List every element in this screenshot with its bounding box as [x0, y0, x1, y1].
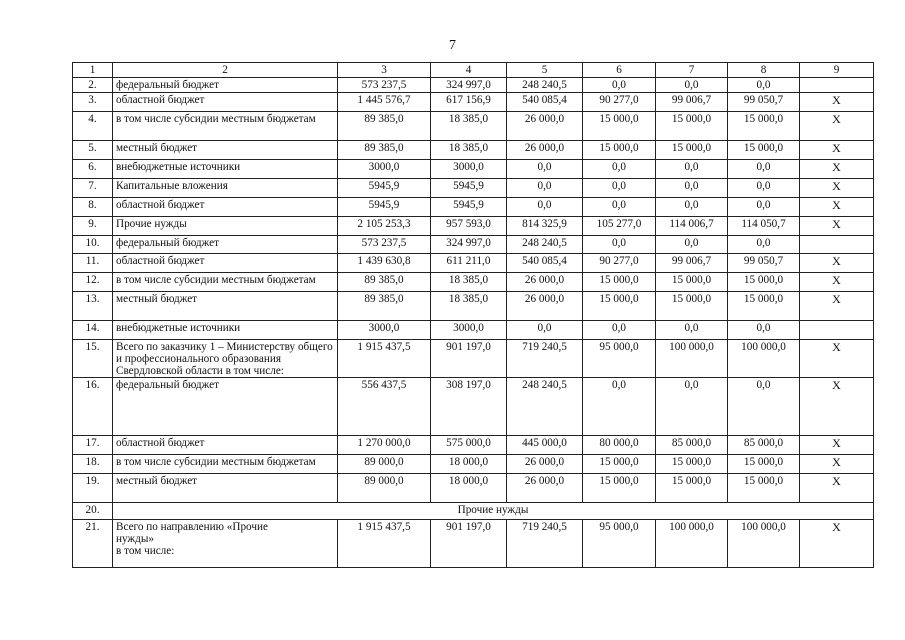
- row-name: местный бюджет: [113, 474, 338, 503]
- row-value: 114 050,7: [728, 217, 800, 236]
- row-name: областной бюджет: [113, 436, 338, 455]
- row-number: 8.: [73, 198, 113, 217]
- row-number: 16.: [73, 378, 113, 436]
- row-value: 15 000,0: [583, 455, 656, 474]
- row-value: 324 997,0: [431, 78, 507, 93]
- row-value: 99 006,7: [656, 254, 728, 273]
- row-value: 105 277,0: [583, 217, 656, 236]
- row-value: 100 000,0: [728, 520, 800, 568]
- row-value: 0,0: [583, 321, 656, 340]
- row-value: 15 000,0: [583, 112, 656, 141]
- row-value: 15 000,0: [583, 141, 656, 160]
- row-value: 617 156,9: [431, 93, 507, 112]
- row-value: 89 385,0: [338, 112, 431, 141]
- row-value: 1 915 437,5: [338, 520, 431, 568]
- row-name: Всего по заказчику 1 – Министерству общего и профессионального образования Свердловской области в том числе:: [113, 340, 338, 378]
- column-header: 6: [583, 63, 656, 78]
- row-value: 100 000,0: [728, 340, 800, 378]
- row-value: 719 240,5: [507, 520, 583, 568]
- row-value: 556 437,5: [338, 378, 431, 436]
- table-row: [73, 273, 874, 292]
- row-value: 18 385,0: [431, 112, 507, 141]
- row-number: 19.: [73, 474, 113, 503]
- row-name: областной бюджет: [113, 93, 338, 112]
- table-row: [73, 160, 874, 179]
- row-value: 0,0: [583, 78, 656, 93]
- table-row: [73, 340, 874, 378]
- row-value: 324 997,0: [431, 236, 507, 254]
- row-value: 0,0: [583, 160, 656, 179]
- row-value: 957 593,0: [431, 217, 507, 236]
- row-number: 5.: [73, 141, 113, 160]
- row-value: 0,0: [656, 78, 728, 93]
- row-number: 2.: [73, 78, 113, 93]
- table-row: [73, 93, 874, 112]
- row-value: 18 385,0: [431, 141, 507, 160]
- table-row: [73, 378, 874, 436]
- section-row: [73, 503, 874, 520]
- row-value: 15 000,0: [728, 474, 800, 503]
- row-value: 1 270 000,0: [338, 436, 431, 455]
- row-name: в том числе субсидии местным бюджетам: [113, 455, 338, 474]
- row-mark: Х: [800, 93, 874, 112]
- row-number: 14.: [73, 321, 113, 340]
- row-value: 15 000,0: [656, 474, 728, 503]
- row-value: 0,0: [728, 160, 800, 179]
- row-name-line: Всего по направлению «Прочие: [116, 521, 268, 533]
- row-value: 0,0: [507, 160, 583, 179]
- row-value: 0,0: [656, 236, 728, 254]
- row-value: 445 000,0: [507, 436, 583, 455]
- row-value: 1 915 437,5: [338, 340, 431, 378]
- row-name: федеральный бюджет: [113, 236, 338, 254]
- budget-table: [72, 62, 874, 568]
- row-mark: Х: [800, 179, 874, 198]
- column-header: 5: [507, 63, 583, 78]
- row-value: 0,0: [656, 179, 728, 198]
- row-value: 85 000,0: [656, 436, 728, 455]
- row-value: 0,0: [728, 198, 800, 217]
- row-value: 26 000,0: [507, 455, 583, 474]
- column-header: 4: [431, 63, 507, 78]
- row-number: 21.: [73, 520, 113, 568]
- row-value: 89 000,0: [338, 455, 431, 474]
- row-value: 3000,0: [431, 321, 507, 340]
- row-value: 15 000,0: [728, 455, 800, 474]
- row-name: внебюджетные источники: [113, 160, 338, 179]
- row-name-line: нужды»: [116, 533, 154, 545]
- row-value: 308 197,0: [431, 378, 507, 436]
- section-title: Прочие нужды: [113, 503, 874, 520]
- row-value: 18 000,0: [431, 455, 507, 474]
- row-value: 0,0: [507, 321, 583, 340]
- table-row: [73, 455, 874, 474]
- row-mark: Х: [800, 141, 874, 160]
- row-value: 0,0: [656, 378, 728, 436]
- table-row: [73, 321, 874, 340]
- row-number: 9.: [73, 217, 113, 236]
- row-value: 18 385,0: [431, 292, 507, 321]
- row-value: 5945,9: [338, 179, 431, 198]
- row-name: Капитальные вложения: [113, 179, 338, 198]
- row-value: 0,0: [583, 179, 656, 198]
- row-value: 26 000,0: [507, 292, 583, 321]
- table-row: [73, 198, 874, 217]
- row-mark: Х: [800, 292, 874, 321]
- row-value: 26 000,0: [507, 141, 583, 160]
- row-value: 15 000,0: [583, 273, 656, 292]
- table-row: [73, 112, 874, 141]
- row-number: 18.: [73, 455, 113, 474]
- row-name: внебюджетные источники: [113, 321, 338, 340]
- row-mark: Х: [800, 112, 874, 141]
- row-mark: Х: [800, 378, 874, 436]
- column-header: 3: [338, 63, 431, 78]
- row-number: 3.: [73, 93, 113, 112]
- row-name: Прочие нужды: [113, 217, 338, 236]
- row-value: 26 000,0: [507, 474, 583, 503]
- column-header: 1: [73, 63, 113, 78]
- row-value: 114 006,7: [656, 217, 728, 236]
- table-body: [73, 63, 874, 568]
- row-value: 15 000,0: [728, 273, 800, 292]
- row-value: 3000,0: [431, 160, 507, 179]
- row-value: 901 197,0: [431, 340, 507, 378]
- table-row: [73, 236, 874, 254]
- row-value: 540 085,4: [507, 93, 583, 112]
- row-mark: Х: [800, 436, 874, 455]
- row-value: 15 000,0: [728, 141, 800, 160]
- row-value: 0,0: [507, 179, 583, 198]
- column-header: 2: [113, 63, 338, 78]
- table-row: [73, 179, 874, 198]
- row-mark: Х: [800, 254, 874, 273]
- section-row-number: 20.: [73, 503, 113, 520]
- row-value: 5945,9: [431, 179, 507, 198]
- table-row: [73, 78, 874, 93]
- row-value: 0,0: [656, 160, 728, 179]
- row-mark: [800, 321, 874, 340]
- row-value: 248 240,5: [507, 236, 583, 254]
- row-number: 7.: [73, 179, 113, 198]
- row-value: 3000,0: [338, 160, 431, 179]
- row-value: 26 000,0: [507, 112, 583, 141]
- row-value: 80 000,0: [583, 436, 656, 455]
- row-value: 15 000,0: [656, 273, 728, 292]
- table-row: [73, 141, 874, 160]
- row-name: местный бюджет: [113, 141, 338, 160]
- row-name: в том числе субсидии местным бюджетам: [113, 112, 338, 141]
- row-value: 15 000,0: [656, 455, 728, 474]
- row-value: 0,0: [728, 236, 800, 254]
- row-value: 575 000,0: [431, 436, 507, 455]
- row-value: 0,0: [583, 236, 656, 254]
- row-value: 15 000,0: [728, 112, 800, 141]
- column-header: 7: [656, 63, 728, 78]
- row-value: 5945,9: [431, 198, 507, 217]
- row-value: 89 000,0: [338, 474, 431, 503]
- row-mark: Х: [800, 455, 874, 474]
- row-value: 85 000,0: [728, 436, 800, 455]
- table-row: [73, 474, 874, 503]
- row-number: 10.: [73, 236, 113, 254]
- row-value: 573 237,5: [338, 236, 431, 254]
- row-value: 89 385,0: [338, 273, 431, 292]
- row-name: федеральный бюджет: [113, 378, 338, 436]
- row-value: 573 237,5: [338, 78, 431, 93]
- row-value: 15 000,0: [583, 292, 656, 321]
- row-value: 0,0: [656, 198, 728, 217]
- row-value: 901 197,0: [431, 520, 507, 568]
- row-number: 17.: [73, 436, 113, 455]
- row-mark: Х: [800, 474, 874, 503]
- row-name: областной бюджет: [113, 254, 338, 273]
- row-value: 0,0: [583, 198, 656, 217]
- row-value: 15 000,0: [656, 292, 728, 321]
- table-row: [73, 436, 874, 455]
- table-row: [73, 254, 874, 273]
- table-row: [73, 217, 874, 236]
- row-value: 540 085,4: [507, 254, 583, 273]
- row-value: 15 000,0: [728, 292, 800, 321]
- row-value: 18 000,0: [431, 474, 507, 503]
- row-value: 3000,0: [338, 321, 431, 340]
- row-mark: Х: [800, 217, 874, 236]
- row-value: 611 211,0: [431, 254, 507, 273]
- column-header: 9: [800, 63, 874, 78]
- row-value: 248 240,5: [507, 378, 583, 436]
- row-value: 1 445 576,7: [338, 93, 431, 112]
- row-value: 100 000,0: [656, 340, 728, 378]
- row-value: 99 050,7: [728, 93, 800, 112]
- row-value: 719 240,5: [507, 340, 583, 378]
- row-value: 0,0: [583, 378, 656, 436]
- row-name: местный бюджет: [113, 292, 338, 321]
- row-value: 15 000,0: [656, 112, 728, 141]
- row-value: 89 385,0: [338, 292, 431, 321]
- row-value: 15 000,0: [583, 474, 656, 503]
- row-value: 2 105 253,3: [338, 217, 431, 236]
- row-number: 4.: [73, 112, 113, 141]
- row-value: 18 385,0: [431, 273, 507, 292]
- row-value: 99 050,7: [728, 254, 800, 273]
- row-value: 99 006,7: [656, 93, 728, 112]
- row-value: 0,0: [728, 378, 800, 436]
- row-value: 0,0: [728, 78, 800, 93]
- row-number: 15.: [73, 340, 113, 378]
- row-number: 13.: [73, 292, 113, 321]
- row-value: 0,0: [728, 179, 800, 198]
- page-number: 7: [449, 38, 456, 53]
- row-mark: [800, 78, 874, 93]
- table-row: [73, 520, 874, 568]
- row-value: 5945,9: [338, 198, 431, 217]
- row-value: 95 000,0: [583, 340, 656, 378]
- row-name-line: в том числе:: [116, 545, 175, 557]
- column-header: 8: [728, 63, 800, 78]
- row-mark: Х: [800, 340, 874, 378]
- row-value: 1 439 630,8: [338, 254, 431, 273]
- column-number-row: [73, 63, 874, 78]
- row-value: 0,0: [507, 198, 583, 217]
- row-value: 90 277,0: [583, 254, 656, 273]
- row-name: [113, 520, 338, 568]
- row-value: 26 000,0: [507, 273, 583, 292]
- row-mark: Х: [800, 198, 874, 217]
- row-mark: Х: [800, 520, 874, 568]
- row-value: 89 385,0: [338, 141, 431, 160]
- row-value: 95 000,0: [583, 520, 656, 568]
- table-row: [73, 292, 874, 321]
- row-name: областной бюджет: [113, 198, 338, 217]
- row-value: 0,0: [656, 321, 728, 340]
- row-value: 0,0: [728, 321, 800, 340]
- row-mark: Х: [800, 273, 874, 292]
- row-number: 12.: [73, 273, 113, 292]
- row-value: 15 000,0: [656, 141, 728, 160]
- row-value: 90 277,0: [583, 93, 656, 112]
- row-value: 248 240,5: [507, 78, 583, 93]
- row-mark: Х: [800, 160, 874, 179]
- row-value: 814 325,9: [507, 217, 583, 236]
- row-name: федеральный бюджет: [113, 78, 338, 93]
- row-mark: [800, 236, 874, 254]
- row-name: в том числе субсидии местным бюджетам: [113, 273, 338, 292]
- row-value: 100 000,0: [656, 520, 728, 568]
- row-number: 11.: [73, 254, 113, 273]
- row-number: 6.: [73, 160, 113, 179]
